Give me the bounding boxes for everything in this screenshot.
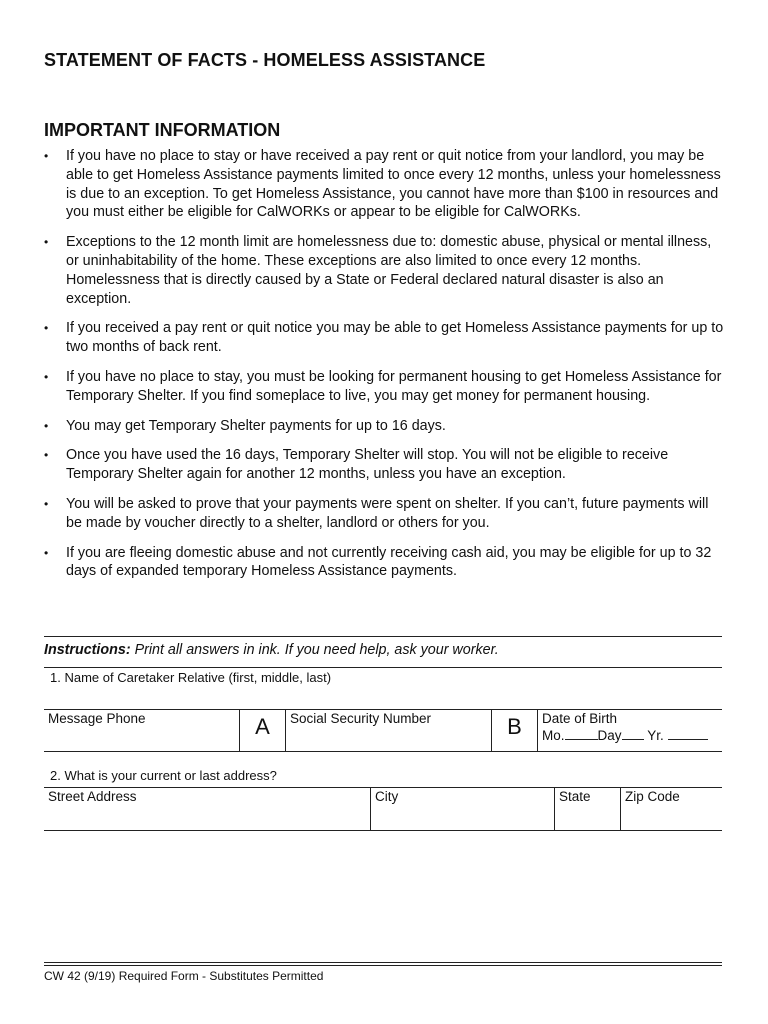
caretaker-name-field[interactable] (44, 684, 722, 708)
marker-a: A (240, 710, 286, 751)
footer-rule-bottom (44, 965, 722, 966)
dob-inputs (542, 727, 718, 743)
ssn-field[interactable] (286, 710, 492, 751)
address-question-label: 2. What is your current or last address? (50, 768, 277, 783)
instructions (44, 642, 499, 658)
instructions-text: Print all answers in ink. If you need help, ask your worker. (134, 642, 499, 658)
bullet-item (44, 495, 724, 533)
form-title: STATEMENT OF FACTS - HOMELESS ASSISTANCE (44, 50, 486, 70)
instructions-bottom-rule (44, 667, 722, 668)
ssn-label: Social Security Number (290, 711, 432, 726)
dob-day-blank[interactable] (622, 727, 644, 740)
bullet-text: Exceptions to the 12 month limit are homelessness due to: domestic abuse, physical or mental illness, or uninhabitability of the home. These exceptions are also limited to once every 12 months. Homelessness that is directly caused by a State or Federal declared natural disaster is also an exception. (66, 234, 712, 307)
dob-label: Date of Birth (542, 711, 618, 726)
contact-info-row (44, 709, 722, 752)
bullet-text: If you received a pay rent or quit notice you may be able to get Homeless Assistance payments for up to two months of back rent. (66, 320, 724, 356)
city-label: City (375, 789, 399, 804)
bullet-item (44, 233, 724, 308)
bullet-text: If you are fleeing domestic abuse and not currently receiving cash aid, you may be eligible for up to 32 days of expanded temporary Homeless Assistance payments. (66, 544, 712, 580)
bullet-icon: • (44, 149, 49, 163)
bullet-text: If you have no place to stay or have received a pay rent or quit notice from your landlord, you may be able to get Homeless Assistance payments limited to once every 12 months, unless your homelessness is due to an exception. To get Homeless Assistance, you cannot have more than $100 in resources and you must either be eligible for CalWORKs or appear to be eligible for CalWORKs. (66, 148, 721, 221)
form-footer: CW 42 (9/19) Required Form - Substitutes Permitted (44, 969, 324, 983)
zip-code-field[interactable] (621, 788, 722, 830)
bullet-item (44, 417, 724, 436)
bullet-text: You will be asked to prove that your payments were spent on shelter. If you can’t, future payments will be made by voucher directly to a shelter, landlord or others for you. (66, 495, 709, 531)
bullet-icon: • (44, 448, 49, 463)
bullet-icon: • (44, 369, 49, 384)
dob-year-label: Yr. (647, 728, 664, 743)
street-address-label: Street Address (48, 789, 137, 804)
bullet-text: Once you have used the 16 days, Temporary Shelter will stop. You will not be eligible to receive Temporary Shelter again for another 12 months, unless you have an exception. (66, 447, 669, 483)
state-label: State (559, 789, 591, 804)
instructions-top-rule (44, 636, 722, 637)
caretaker-name-field-label: 1. Name of Caretaker Relative (first, middle, last) (50, 670, 332, 685)
bullet-icon: • (44, 235, 49, 250)
dob-day-label: Day (597, 728, 622, 743)
city-field[interactable] (371, 788, 555, 830)
address-row (44, 787, 722, 831)
bullet-item (44, 446, 724, 484)
bullet-item (44, 368, 724, 406)
bullet-text: You may get Temporary Shelter payments for up to 16 days. (66, 417, 446, 434)
zip-code-label: Zip Code (625, 789, 680, 804)
date-of-birth-field[interactable] (538, 710, 722, 751)
bullet-item (44, 147, 724, 222)
dob-year-blank[interactable] (668, 727, 708, 740)
dob-month-label: Mo. (542, 728, 565, 743)
bullet-item (44, 544, 724, 582)
instructions-label: Instructions: (44, 642, 131, 658)
form-page (44, 0, 722, 1024)
state-field[interactable] (555, 788, 621, 830)
street-address-field[interactable] (44, 788, 371, 830)
footer-rule-top (44, 962, 722, 963)
message-phone-field[interactable] (44, 710, 240, 751)
bullet-icon: • (44, 545, 49, 560)
bullet-item (44, 319, 724, 357)
bullet-text: If you have no place to stay, you must be looking for permanent housing to get Homeless Assistance for Temporary Shelter. If you find someplace to live, you may get money for permanent housing. (66, 368, 722, 404)
marker-b: B (492, 710, 538, 751)
message-phone-label: Message Phone (48, 711, 146, 726)
dob-month-blank[interactable] (565, 727, 598, 740)
bullet-icon: • (44, 496, 49, 511)
bullet-icon: • (44, 321, 49, 336)
bullet-icon: • (44, 418, 49, 433)
information-bullet-list (44, 147, 724, 592)
important-information-heading: IMPORTANT INFORMATION (44, 120, 281, 140)
